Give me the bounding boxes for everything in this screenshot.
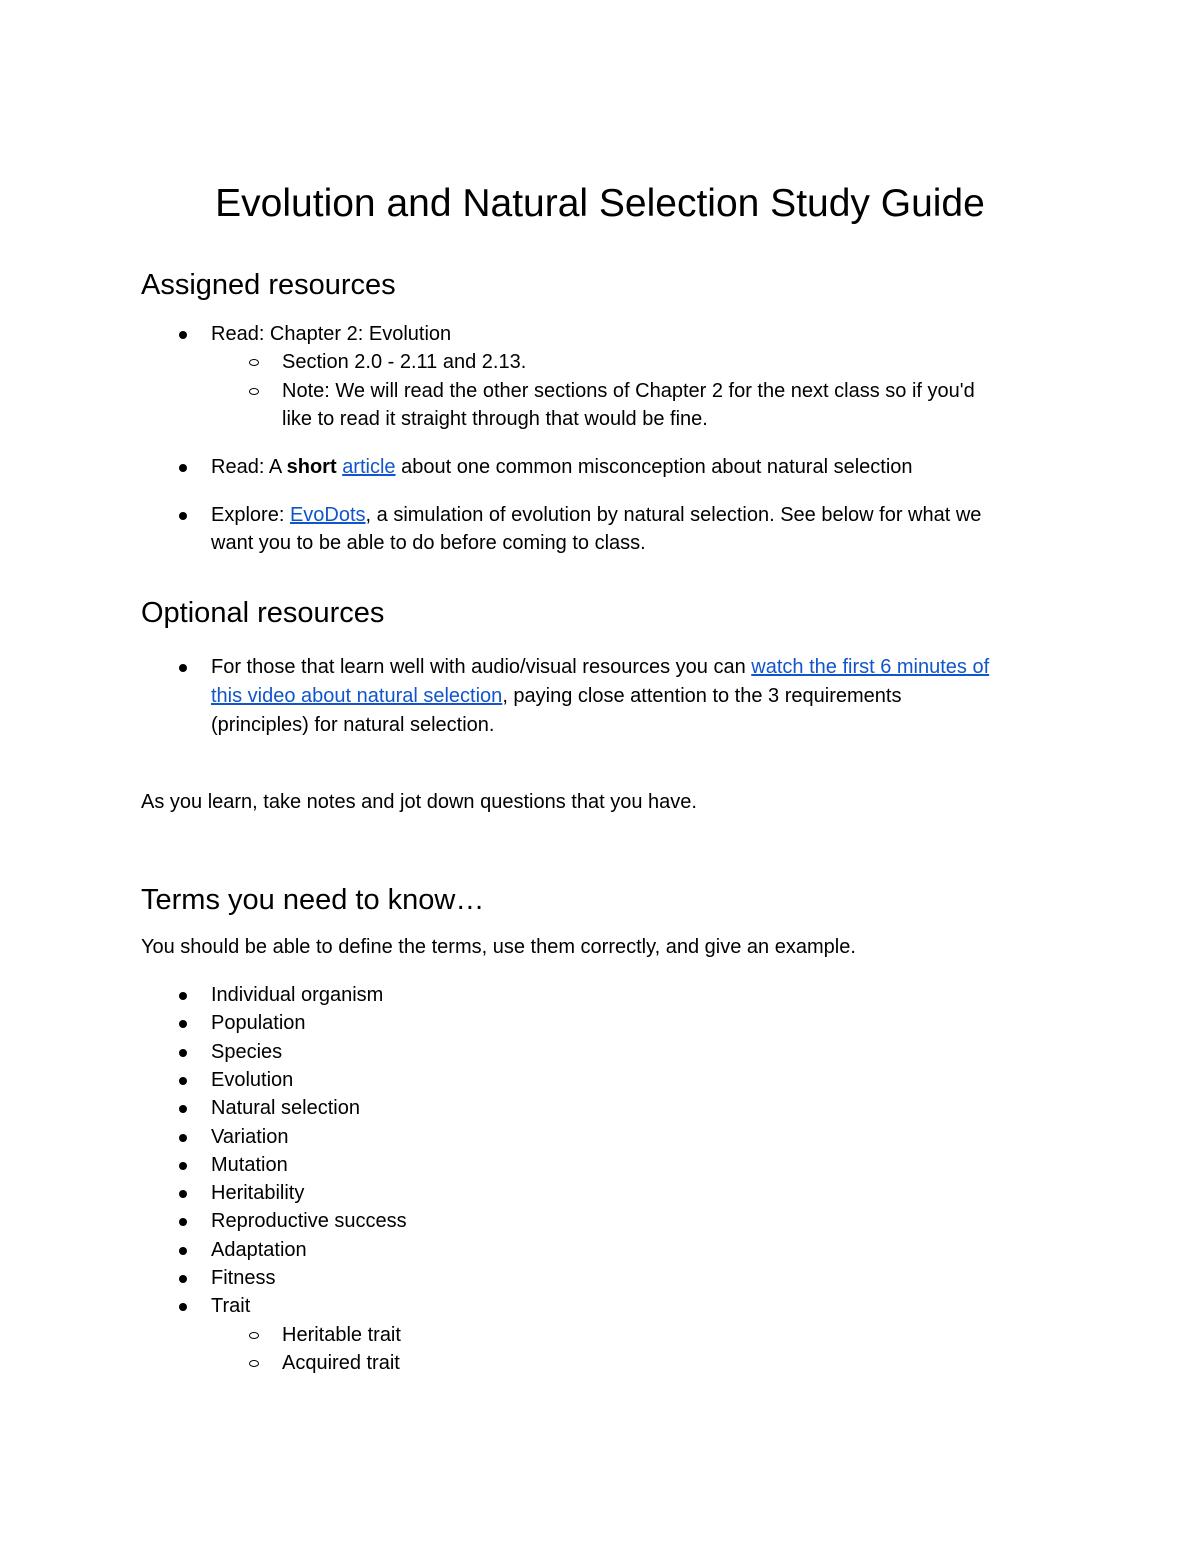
- assigned-item-article: [211, 453, 913, 482]
- sub-bullet-icon: [249, 359, 259, 366]
- bullet-icon: [179, 1162, 187, 1170]
- explore-item-prefix: Explore:: [211, 504, 290, 526]
- bullet-icon: [179, 1275, 187, 1283]
- term-item: Heritability: [211, 1182, 305, 1205]
- terms-heading: Terms you need to know…: [141, 884, 485, 916]
- term-item: Reproductive success: [211, 1210, 407, 1233]
- term-item: Variation: [211, 1125, 289, 1148]
- terms-intro: You should be able to define the terms, use them correctly, and give an example.: [141, 936, 856, 958]
- bullet-icon: [179, 1303, 187, 1311]
- bullet-icon: [179, 1247, 187, 1255]
- sub-bullet-icon: [249, 1332, 259, 1339]
- bullet-icon: [179, 1020, 187, 1028]
- video-link-part2[interactable]: this video about natural selection: [211, 685, 503, 707]
- term-item: Individual organism: [211, 984, 384, 1006]
- bullet-icon: [179, 1105, 187, 1113]
- video-link-part1[interactable]: watch the first 6 minutes of: [751, 656, 990, 678]
- optional-resources-heading: Optional resources: [141, 597, 385, 629]
- term-subitem: Heritable trait: [282, 1323, 401, 1346]
- term-item: Species: [211, 1040, 283, 1063]
- bullet-icon: [179, 464, 187, 472]
- sub-bullet-icon: [249, 1360, 259, 1367]
- term-item: Trait: [211, 1295, 251, 1318]
- term-item: Mutation: [211, 1153, 288, 1176]
- optional-item-line2: [211, 682, 901, 711]
- optional-item-prefix: For those that learn well with audio/visual resources you can: [211, 656, 752, 678]
- bullet-icon: [179, 664, 187, 672]
- article-link[interactable]: article: [342, 456, 396, 478]
- assigned-item-explore-line2: want you to be able to do before coming to class.: [211, 532, 646, 554]
- explore-item-suffix: , a simulation of evolution by natural selection. See below for what we: [365, 504, 982, 526]
- assigned-subitem-note-line1: Note: We will read the other sections of Chapter 2 for the next class so if you'd: [282, 380, 975, 402]
- term-item: Fitness: [211, 1267, 276, 1289]
- bullet-icon: [179, 1134, 187, 1142]
- term-item: Adaptation: [211, 1238, 307, 1261]
- sub-bullet-icon: [249, 388, 259, 395]
- optional-item-line1: [211, 653, 989, 682]
- assigned-subitem-note-line2: like to read it straight through that would be fine.: [282, 408, 708, 430]
- article-item-bold: short: [286, 456, 337, 478]
- bullet-icon: [179, 1049, 187, 1057]
- bullet-icon: [179, 992, 187, 1000]
- article-item-suffix: about one common misconception about natural selection: [395, 456, 913, 478]
- bullet-icon: [179, 512, 187, 520]
- optional-item-suffix: , paying close attention to the 3 requirements: [502, 685, 902, 707]
- assigned-resources-heading: Assigned resources: [141, 269, 396, 301]
- bullet-icon: [179, 1218, 187, 1226]
- term-item: Natural selection: [211, 1097, 360, 1120]
- page-title: Evolution and Natural Selection Study Guide: [215, 182, 985, 225]
- bullet-icon: [179, 1077, 187, 1085]
- term-item: Population: [211, 1012, 306, 1035]
- term-item: Evolution: [211, 1068, 294, 1091]
- bullet-icon: [179, 1190, 187, 1198]
- notes-text: As you learn, take notes and jot down questions that you have.: [141, 791, 697, 813]
- optional-item-line3: (principles) for natural selection.: [211, 714, 495, 736]
- evodots-link[interactable]: EvoDots: [289, 504, 366, 526]
- article-item-prefix: Read: A: [211, 456, 287, 478]
- bullet-icon: [179, 331, 187, 339]
- assigned-item-chapter: Read: Chapter 2: Evolution: [211, 323, 452, 345]
- term-subitem: Acquired trait: [282, 1351, 400, 1374]
- assigned-subitem-sections: Section 2.0 - 2.11 and 2.13.: [282, 351, 527, 373]
- assigned-item-explore: [211, 501, 981, 530]
